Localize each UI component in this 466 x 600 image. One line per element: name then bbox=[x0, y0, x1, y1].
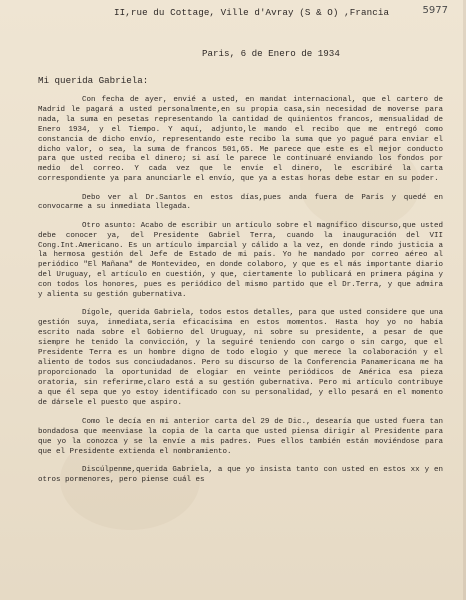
paragraph: Dígole, querida Gabriela, todos estos detalles, para que usted considere que una gestión suya, inmediata,sería eficacísima en estos momentos. Hasta hoy yo no había escrito nada sobre el Gobierno del Uruguay, ni sobre su presidente, a pesar de que siempre he tenido la convicción, y la seguiré teniendo con cargo o sin cargo, que el Presidente Terra es un hombre digno de todo elogio y que merece la colaboración y el aliento de todos sus conciudadanos. Pero su discurso de la Conferencia Panamericana me ha proporcionado la oportunidad de elogiar en veinte periódicos de América esa pieza oratoria, sin referirme,claro está a su gestión gubernativa. Pero mi artículo contribuye a que él sepa que yo estoy identificado con su personalidad, y ello pesará en el momento de dársele el puesto que aspiro. bbox=[38, 309, 443, 407]
letterhead-address: II,rue du Cottage, Ville d'Avray (S & O) ,Francia bbox=[114, 7, 390, 18]
letter-date: Paris, 6 de Enero de 1934 bbox=[202, 48, 340, 59]
paragraph: Debo ver al Dr.Santos en estos días,pues anda fuera de París y quedé en convocarme a su inmediata llegada. bbox=[38, 193, 443, 212]
paragraph: Otro asunto: Acabo de escribir un artículo sobre el magnífico discurso,que usted debe conocer ya, del Presidente Gabriel Terra, cuando la inauguración del VII Cong.Int.Americano. Es un artículo imparcial y cálido a la vez, en donde rindo justicia a la hermosa gestión del Jefe de Estado de mi país. Yo he mandado por correo aéreo al periódico "El Mañana" de Montevideo, en donde colaboro, y que es el más importante diario del Uruguay, el artículo en cuestión, y que, ciertamente lo publicará en primera página y con todos los honores, pues es periódico del mismo partido que el Dr.Terra, y que admira y alienta su gestión gubernativa. bbox=[38, 221, 443, 300]
archive-number: 5977 bbox=[422, 5, 448, 16]
letter-body bbox=[38, 96, 443, 495]
paragraph: Con fecha de ayer, envié a usted, en mandat internacional, que el cartero de Madrid le pagará a usted personalmente,en su propia casa,sin necesidad de moverse para nada, la suma en pesetas representando la cantidad de quinientos francos, mensualidad de Enero 1934, y el Tiempo. Y aquí, adjunto,le mando el recibo que me entregó como constancia de dicho envío, representando este recibo la suma que yo pagué para enviar el dicho valor, o sea, la suma de francos 501,65. Me parece que este es el mejor conducto para que usted reciba el dinero; si así le parece le continuaré enviando los fondos por medio del correo. Y cada vez que le envíe el dinero, le escribiré la carta correspondiente ya para anunciarle el envío, que ya a estas horas debe estar en su poder. bbox=[38, 96, 443, 184]
salutation: Mi querida Gabriela: bbox=[38, 75, 149, 86]
paragraph: Como le decía en mi anterior carta del 29 de Dic., desearía que usted fuera tan bondadosa que meenviase la copia de la carta que usted piensa dirigir al Presidente para que yo la conozca y se la envíe a mis padres. Pues ellos también están moviéndose para que el Presidente extienda el nombramiento. bbox=[38, 418, 443, 457]
paragraph: Discúlpenme,querida Gabriela, a que yo insista tanto con usted en estos xx y en otros pormenores, pero piense cuál es bbox=[38, 466, 443, 485]
